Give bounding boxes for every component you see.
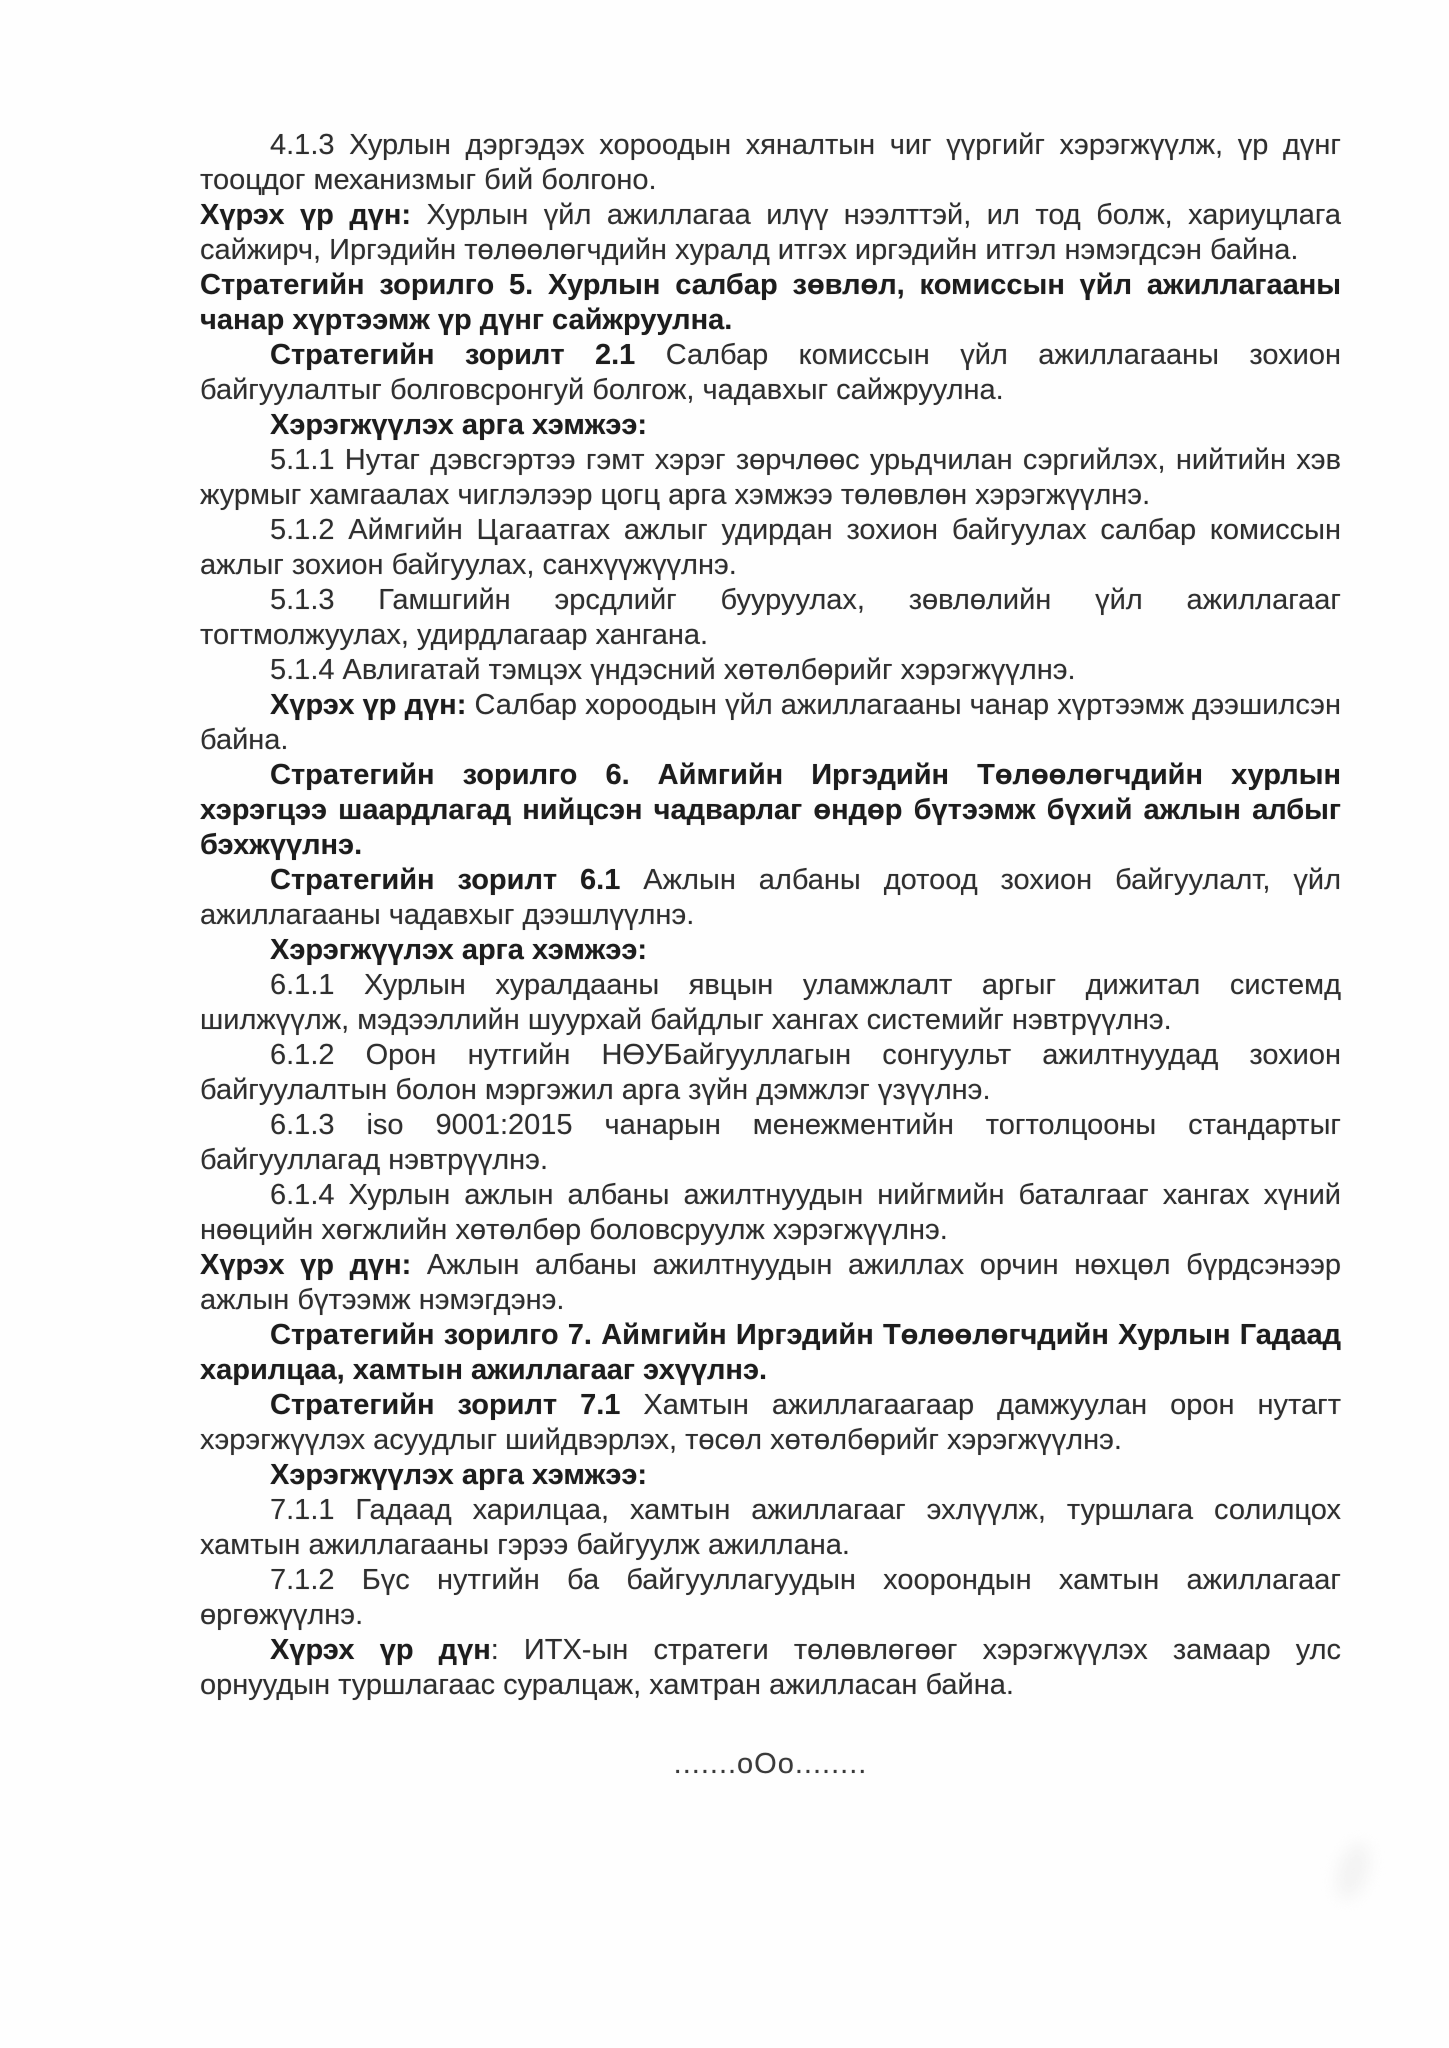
paragraph-text: Салбар комиссын үйл ажиллагааны зохион байгуулалтыг болговсронгуй болгож, чадавхыг сайжруулна. <box>200 339 1342 406</box>
paragraph-text: Хэрэгжүүлэх арга хэмжээ: <box>270 1459 648 1491</box>
clause-5-1-3 <box>200 583 1341 653</box>
clause-6-1-1 <box>200 968 1341 1038</box>
paragraph-text: Хэрэгжүүлэх арга хэмжээ: <box>270 934 648 966</box>
clause-6-1-4 <box>200 1178 1341 1248</box>
expected-result-goal-6 <box>200 1248 1341 1318</box>
paragraph-text: 6.1.4 Хурлын ажлын албаны ажилтнуудын нийгмийн баталгааг хангах хүний нөөцийн хөгжлийн хөтөлбөр боловсруулж хэрэгжүүлнэ. <box>200 1179 1341 1246</box>
paragraph-text: Ажлын албаны дотоод зохион байгуулалт, үйл ажиллагааны чадавхыг дээшлүүлнэ. <box>200 864 1341 931</box>
scan-smudge <box>1330 1839 1376 1903</box>
paragraph-text: Стратегийн зорилго 5. Хурлын салбар зөвлөл, комиссын үйл ажиллагааны чанар хүртээмж үр дүнг сайжруулна. <box>200 269 1341 336</box>
paragraph-text: Хамтын ажиллагаагаар дамжуулан орон нутагт хэрэгжүүлэх асуудлыг шийдвэрлэх, төсөл хөтөлбөрийг хэрэгжүүлнэ. <box>200 1389 1341 1456</box>
paragraph-text: Салбар хороодын үйл ажиллагааны чанар хүртээмж дээшилсэн байна. <box>200 689 1341 756</box>
paragraph-text: : ИТХ-ын стратеги төлөвлөгөөг хэрэгжүүлэх замаар улс орнуудын туршлагаас суралцаж, хамтран ажилласан байна. <box>200 1634 1341 1701</box>
paragraph-text: 7.1.2 Бүс нутгийн ба байгууллагуудын хоорондын хамтын ажиллагааг өргөжүүлнэ. <box>200 1564 1341 1631</box>
objective-label: Стратегийн зорилт 6.1 <box>270 864 621 896</box>
paragraph-text: Ажлын албаны ажилтнуудын ажиллах орчин нөхцөл бүрдсэнээр ажлын бүтээмж нэмэгдэнэ. <box>200 1249 1342 1316</box>
paragraph-text: 6.1.3 iso 9001:2015 чанарын менежментийн тогтолцооны стандартыг байгууллагад нэвтрүүлнэ. <box>200 1109 1341 1176</box>
implementation-measures-label-6 <box>200 933 1341 968</box>
expected-result-goal-4 <box>200 198 1341 268</box>
clause-7-1-1 <box>200 1493 1341 1563</box>
expected-result-label: Хүрэх үр дүн: <box>270 689 467 721</box>
strategic-goal-7-heading <box>200 1318 1341 1388</box>
clause-4-1-3 <box>200 128 1341 198</box>
strategic-objective-7-1 <box>200 1388 1341 1458</box>
paragraph-text: Стратегийн зорилго 7. Аймгийн Иргэдийн Төлөөлөгчдийн Хурлын Гадаад харилцаа, хамтын ажиллагааг эхүүлнэ. <box>200 1319 1341 1386</box>
paragraph-text: Стратегийн зорилго 6. Аймгийн Иргэдийн Төлөөлөгчдийн хурлын хэрэгцээ шаардлагад нийцсэн чадварлаг өндөр бүтээмж бүхий ажлын албыг бэхжүүлнэ. <box>200 759 1341 861</box>
paragraph-text: 5.1.3 Гамшгийн эрсдлийг бууруулах, зөвлөлийн үйл ажиллагааг тогтмолжуулах, удирдлагаар хангана. <box>200 584 1341 651</box>
clause-5-1-2 <box>200 513 1341 583</box>
implementation-measures-label-5 <box>200 408 1341 443</box>
clause-6-1-2 <box>200 1038 1341 1108</box>
expected-result-label: Хүрэх үр дүн: <box>200 1249 412 1281</box>
expected-result-label: Хүрэх үр дүн <box>270 1634 491 1666</box>
objective-label: Стратегийн зорилт 2.1 <box>270 339 636 371</box>
paragraph-text: Хэрэгжүүлэх арга хэмжээ: <box>270 409 648 441</box>
end-separator-ooo: .......оОо........ <box>673 1748 868 1780</box>
paragraph-text: 5.1.4 Авлигатай тэмцэх үндэсний хөтөлбөрийг хэрэгжүүлнэ. <box>270 654 1076 686</box>
clause-6-1-3 <box>200 1108 1341 1178</box>
clause-7-1-2 <box>200 1563 1341 1633</box>
implementation-measures-label-7 <box>200 1458 1341 1493</box>
clause-5-1-4 <box>200 653 1341 688</box>
paragraph-text: 7.1.1 Гадаад харилцаа, хамтын ажиллагааг эхлүүлж, туршлага солилцох хамтын ажиллагааны гэрээ байгуулж ажиллана. <box>200 1494 1341 1561</box>
strategic-objective-6-1 <box>200 863 1341 933</box>
paragraph-text: Хурлын үйл ажиллагаа илүү нээлттэй, ил тод болж, хариуцлага сайжирч, Иргэдийн төлөөлөгчдийн хуралд итгэх иргэдийн итгэл нэмэгдсэн байна. <box>200 199 1341 266</box>
objective-label: Стратегийн зорилт 7.1 <box>270 1389 621 1421</box>
paragraph-text: 6.1.1 Хурлын хуралдааны явцын уламжлалт аргыг дижитал системд шилжүүлж, мэдээллийн шуурхай байдлыг хангах системийг нэвтрүүлнэ. <box>200 969 1341 1036</box>
expected-result-label: Хүрэх үр дүн: <box>200 199 412 231</box>
strategic-objective-2-1 <box>200 338 1341 408</box>
document-body <box>200 128 1341 1782</box>
strategic-goal-5-heading <box>200 268 1341 338</box>
paragraph-text: 6.1.2 Орон нутгийн НӨУБайгууллагын сонгуульт ажилтнуудад зохион байгуулалтын болон мэргэжил арга зүйн дэмжлэг үзүүлнэ. <box>200 1039 1341 1106</box>
expected-result-goal-7 <box>200 1633 1341 1703</box>
paragraph-text: 5.1.1 Нутаг дэвсгэртээ гэмт хэрэг зөрчлөөс урьдчилан сэргийлэх, нийтийн хэв журмыг хамгаалах чиглэлээр цогц арга хэмжээ төлөвлөн хэрэгжүүлнэ. <box>200 444 1341 511</box>
paragraph-text: 5.1.2 Аймгийн Цагаатгах ажлыг удирдан зохион байгуулах салбар комиссын ажлыг зохион байгуулах, санхүүжүүлнэ. <box>200 514 1341 581</box>
expected-result-goal-5 <box>200 688 1341 758</box>
paragraph-text: 4.1.3 Хурлын дэргэдэх хороодын хяналтын чиг үүргийг хэрэгжүүлж, үр дүнг тооцдог механизмыг бий болгоно. <box>200 129 1341 196</box>
clause-5-1-1 <box>200 443 1341 513</box>
strategic-goal-6-heading <box>200 758 1341 863</box>
